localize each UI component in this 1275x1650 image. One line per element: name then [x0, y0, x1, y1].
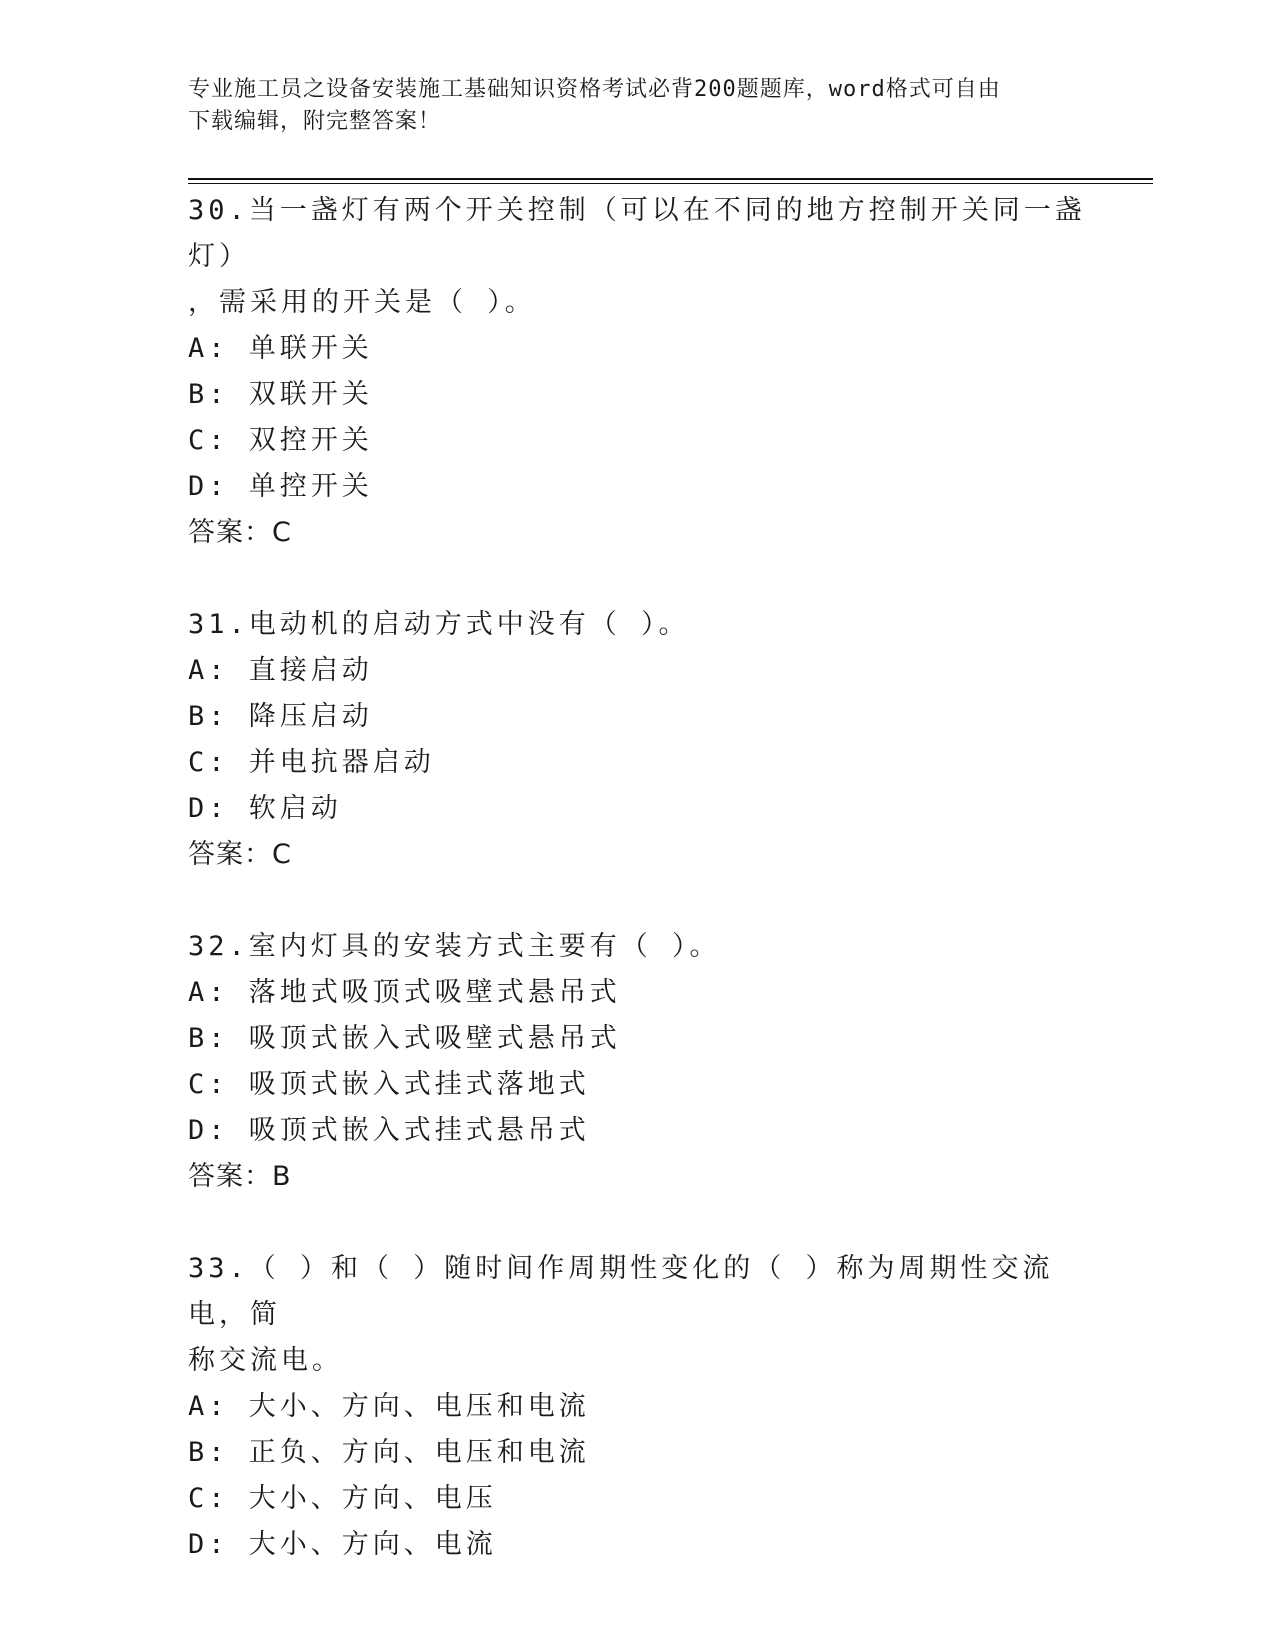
- answer: 答案：C: [188, 839, 292, 870]
- question-stem: 30.当一盏灯有两个开关控制（可以在不同的地方控制开关同一盏灯）: [188, 195, 1086, 272]
- question-stem: 33.（ ）和（ ）随时间作周期性变化的（ ）称为周期性交流电，简: [188, 1253, 1054, 1330]
- answer: 答案：C: [188, 517, 292, 548]
- option-d: D: 大小、方向、电流: [188, 1529, 497, 1560]
- option-a: A: 大小、方向、电压和电流: [188, 1391, 590, 1422]
- spacer: [188, 1200, 1088, 1246]
- option-b: B: 吸顶式嵌入式吸壁式悬吊式: [188, 1023, 621, 1054]
- header-line-2: 下载编辑，附完整答案！: [188, 109, 442, 134]
- question-31: [188, 602, 1088, 878]
- question-stem: 32.室内灯具的安装方式主要有（ ）。: [188, 931, 721, 962]
- header-line-1: 专业施工员之设备安装施工基础知识资格考试必背200题题库，word格式可自由: [188, 77, 1001, 102]
- option-c: C: 吸顶式嵌入式挂式落地式: [188, 1069, 590, 1100]
- option-c: C: 双控开关: [188, 425, 373, 456]
- spacer: [188, 878, 1088, 924]
- header-divider-thick: [188, 178, 1153, 180]
- spacer: [188, 556, 1088, 602]
- document-header: [188, 74, 1088, 138]
- answer: 答案：B: [188, 1161, 292, 1192]
- question-list: [188, 188, 1088, 1568]
- question-33: [188, 1246, 1088, 1568]
- option-a: A: 直接启动: [188, 655, 373, 686]
- option-c: C: 并电抗器启动: [188, 747, 435, 778]
- question-30: [188, 188, 1088, 556]
- option-d: D: 软启动: [188, 793, 342, 824]
- option-a: A: 落地式吸顶式吸壁式悬吊式: [188, 977, 621, 1008]
- question-stem-continued: 称交流电。: [188, 1345, 343, 1376]
- header-divider-thin: [188, 183, 1153, 184]
- option-b: B: 降压启动: [188, 701, 373, 732]
- option-b: B: 双联开关: [188, 379, 373, 410]
- question-32: [188, 924, 1088, 1200]
- option-d: D: 吸顶式嵌入式挂式悬吊式: [188, 1115, 590, 1146]
- question-stem-continued: ，需采用的开关是（ ）。: [188, 287, 536, 318]
- option-a: A: 单联开关: [188, 333, 373, 364]
- question-stem: 31.电动机的启动方式中没有（ ）。: [188, 609, 690, 640]
- option-b: B: 正负、方向、电压和电流: [188, 1437, 590, 1468]
- option-d: D: 单控开关: [188, 471, 373, 502]
- option-c: C: 大小、方向、电压: [188, 1483, 497, 1514]
